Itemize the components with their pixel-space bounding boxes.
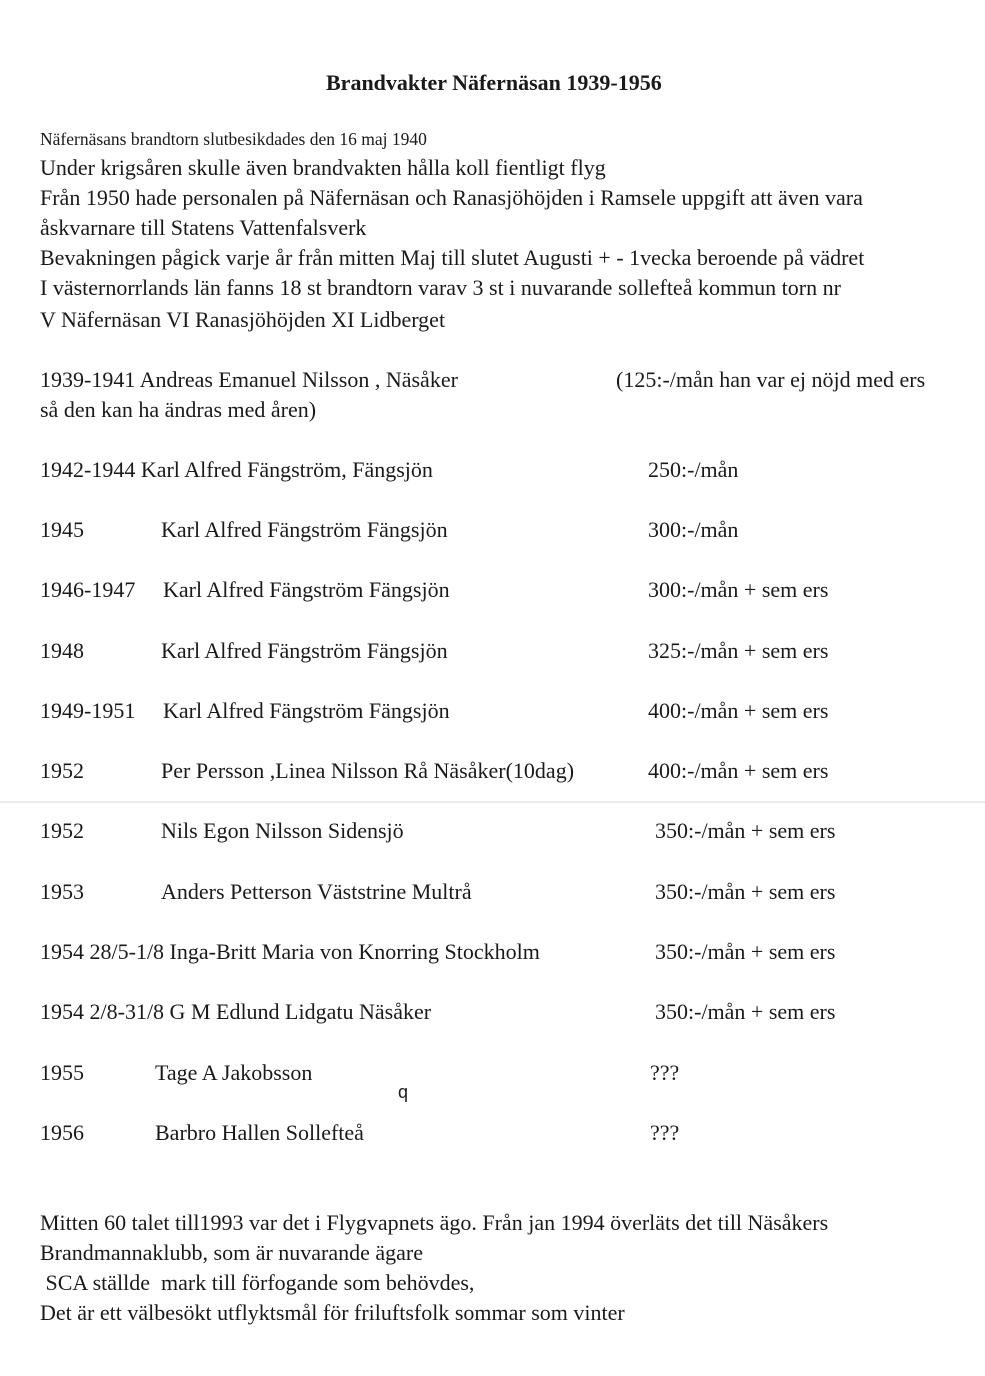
stray-mark: q [398, 1082, 409, 1102]
entry-1939-note: så den kan ha ändras med åren) [40, 397, 317, 422]
entry-pay: 350:-/mån + sem ers [655, 818, 836, 843]
outro-line: Det är ett välbesökt utflyktsmål för friluftsfolk sommar som vinter [40, 1300, 625, 1325]
entry-year: 1949-1951 [40, 698, 136, 723]
entry-year: 1954 28/5-1/8 Inga-Britt Maria von Knorring Stockholm [40, 939, 540, 964]
entry-pay: 400:-/mån + sem ers [648, 758, 829, 783]
intro-line: V Näfernäsan VI Ranasjöhöjden XI Lidberget [40, 307, 446, 332]
outro-line: Brandmannaklubb, som är nuvarande ägare [40, 1240, 424, 1265]
paper-fold-line [0, 801, 985, 803]
page-title: Brandvakter Näfernäsan 1939-1956 [326, 70, 662, 95]
entry-year: 1942-1944 Karl Alfred Fängström, Fängsjön [40, 457, 433, 482]
entry-pay: 300:-/mån + sem ers [648, 577, 829, 602]
entry-1939-text: 1939-1941 Andreas Emanuel Nilsson , Näsåker [40, 367, 458, 392]
entry-pay: 350:-/mån + sem ers [655, 879, 836, 904]
intro-line: åskvarnare till Statens Vattenfalsverk [40, 215, 367, 240]
entry-name: Karl Alfred Fängström Fängsjön [161, 638, 448, 663]
entry-pay: 325:-/mån + sem ers [648, 638, 829, 663]
entry-year: 1956 [40, 1120, 84, 1145]
entry-pay: ??? [650, 1060, 680, 1085]
entry-1939-pay: (125:-/mån han var ej nöjd med ers [616, 367, 926, 392]
entry-year: 1953 [40, 879, 84, 904]
entry-pay: 350:-/mån + sem ers [655, 999, 836, 1024]
entry-pay: 300:-/mån [648, 517, 739, 542]
entry-pay: 350:-/mån + sem ers [655, 939, 836, 964]
entry-name: Nils Egon Nilsson Sidensjö [161, 818, 404, 843]
entry-name: Karl Alfred Fängström Fängsjön [163, 577, 450, 602]
entry-name: Tage A Jakobsson [155, 1060, 313, 1085]
intro-line: Från 1950 hade personalen på Näfernäsan och Ranasjöhöjden i Ramsele uppgift att även vara [40, 185, 863, 210]
outro-line: Mitten 60 talet till1993 var det i Flygvapnets ägo. Från jan 1994 överläts det till Näsåkers [40, 1210, 829, 1235]
entry-pay: ??? [650, 1120, 680, 1145]
entry-year: 1955 [40, 1060, 84, 1085]
entry-pay: 250:-/mån [648, 457, 739, 482]
entry-year: 1945 [40, 517, 84, 542]
entry-year: 1952 [40, 758, 84, 783]
entry-name: Karl Alfred Fängström Fängsjön [163, 698, 450, 723]
entry-name: Barbro Hallen Sollefteå [155, 1120, 364, 1145]
entry-name: Karl Alfred Fängström Fängsjön [161, 517, 448, 542]
entry-year: 1948 [40, 638, 84, 663]
entry-name: Anders Petterson Väststrine Multrå [161, 879, 472, 904]
intro-line: Bevakningen pågick varje år från mitten Maj till slutet Augusti + - 1vecka beroende på vädret [40, 245, 865, 270]
entry-pay: 400:-/mån + sem ers [648, 698, 829, 723]
intro-line: I västernorrlands län fanns 18 st brandtorn varav 3 st i nuvarande sollefteå kommun torn nr [40, 275, 841, 300]
inspection-note: Näfernäsans brandtorn slutbesikdades den 16 maj 1940 [40, 129, 427, 149]
intro-line: Under krigsåren skulle även brandvakten hålla koll fientligt flyg [40, 155, 606, 180]
entry-year: 1952 [40, 818, 84, 843]
outro-line: SCA ställde mark till förfogande som behövdes, [40, 1270, 475, 1295]
entry-year: 1946-1947 [40, 577, 136, 602]
entry-year: 1954 2/8-31/8 G M Edlund Lidgatu Näsåker [40, 999, 432, 1024]
entry-name: Per Persson ,Linea Nilsson Rå Näsåker(10dag) [161, 758, 575, 783]
